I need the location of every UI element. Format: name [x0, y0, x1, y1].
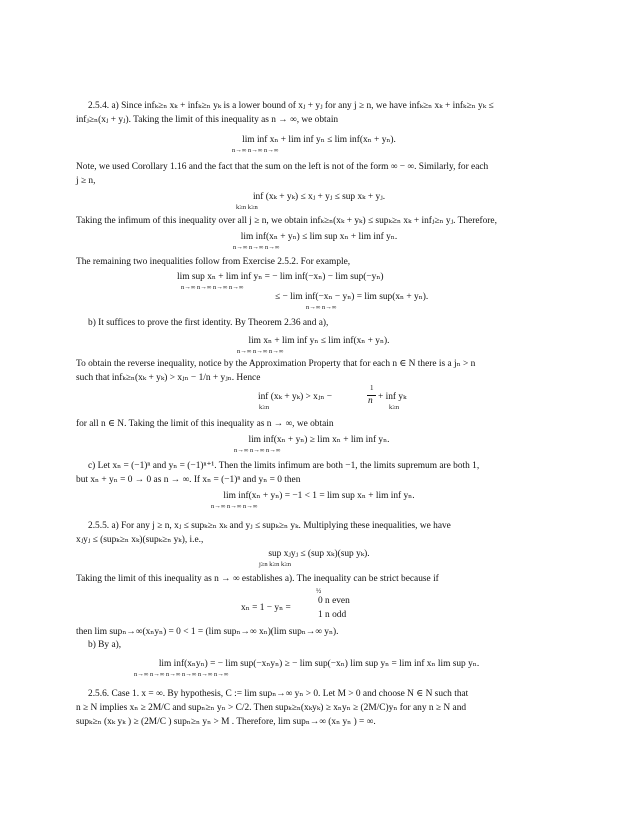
para-then-line1: then lim supₙ→∞(xₙyₙ) = 0 < 1 = (lim supₙ→∞ xₙ)(lim supₙ→∞ yₙ).	[76, 627, 339, 637]
display-eq-11-subscripts: n→∞ n→∞ n→∞ n→∞ n→∞ n→∞	[134, 671, 229, 678]
para-255-line1: 2.5.5. a) For any j ≥ n, xⱼ ≤ supₖ≥ₙ xₖ and yⱼ ≤ supₖ≥ₙ yₖ. Multiplying these inequalities, we have	[88, 521, 451, 531]
display-eq-6-denominator: n	[368, 396, 373, 406]
para-reverse-line2: such that infₖ≥ₙ(xₖ + yₖ) > xⱼₙ − 1/n + yⱼₙ. Hence	[76, 373, 261, 383]
para-note-line2: j ≥ n,	[76, 176, 96, 186]
para-note-line1: Note, we used Corollary 1.16 and the fact that the sum on the left is not of the form ∞ − ∞. Similarly, for each	[76, 162, 489, 172]
display-eq-4a-subscripts: n→∞ n→∞ n→∞ n→∞	[181, 284, 244, 291]
display-eq-6-subscript-left: k≥n	[259, 404, 270, 411]
display-eq-6-right: + inf yₖ	[378, 392, 407, 402]
display-eq-10-case-odd: 1 n odd	[318, 610, 347, 620]
display-eq-5: lim xₙ + lim inf yₙ ≤ lim inf(xₙ + yₙ).	[248, 336, 390, 346]
display-eq-7: lim inf(xₙ + yₙ) ≥ lim xₙ + lim inf yₙ.	[248, 435, 390, 445]
para-254-line1: 2.5.4. a) Since infₖ≥ₙ xₖ + infₖ≥ₙ yₖ is a lower bound of xⱼ + yⱼ for any j ≥ n, we have infₖ≥ₙ xₖ + infₖ≥ₙ yₖ ≤	[88, 101, 494, 111]
display-eq-6-numerator: 1	[370, 384, 374, 392]
display-eq-4b: ≤ − lim inf(−xₙ − yₙ) = lim sup(xₙ + yₙ).	[275, 292, 429, 302]
display-eq-2: inf (xₖ + yₖ) ≤ xⱼ + yⱼ ≤ sup xₖ + yⱼ.	[252, 192, 386, 202]
display-eq-3-subscripts: n→∞ n→∞ n→∞	[233, 244, 280, 251]
display-eq-9-subscripts: j≥n k≥n k≥n	[259, 561, 292, 568]
display-eq-9: sup xⱼyⱼ ≤ (sup xₖ)(sup yₖ).	[268, 549, 370, 559]
para-part-c-line1: c) Let xₙ = (−1)ⁿ and yₙ = (−1)ⁿ⁺¹. Then the limits infimum are both −1, the limits supremum are both 1,	[88, 461, 480, 471]
para-for-all: for all n ∈ N. Taking the limit of this inequality as n → ∞, we obtain	[76, 419, 334, 429]
para-remaining: The remaining two inequalities follow from Exercise 2.5.2. For example,	[76, 257, 351, 267]
display-eq-1: lim inf xₙ + lim inf yₙ ≤ lim inf(xₙ + yₙ).	[242, 135, 396, 145]
display-eq-6-subscript-right: k≥n	[389, 404, 400, 411]
display-eq-4b-subscripts: n→∞ n→∞	[306, 304, 337, 311]
display-eq-6-left: inf (xₖ + yₖ) > xⱼₙ −	[258, 392, 333, 402]
para-256-line1: 2.5.6. Case 1. x = ∞. By hypothesis, C := lim supₙ→∞ yₙ > 0. Let M > 0 and choose N ∈ N such that	[88, 689, 469, 699]
para-reverse-line1: To obtain the reverse inequality, notice by the Approximation Property that for each n ∈ N there is a jₙ > n	[76, 359, 476, 369]
para-then-line2: b) By a),	[88, 640, 122, 650]
display-eq-10-case-even: 0 n even	[318, 596, 350, 606]
display-eq-1-subscripts: n→∞ n→∞ n→∞	[232, 147, 279, 154]
display-eq-10-brace: ½	[316, 587, 322, 595]
para-255-line2: xⱼyⱼ ≤ (supₖ≥ₙ xₖ)(supₖ≥ₙ yₖ), i.e.,	[76, 535, 204, 545]
display-eq-8: lim inf(xₙ + yₙ) = −1 < 1 = lim sup xₙ + lim inf yₙ.	[223, 491, 415, 501]
display-eq-10-lhs: xₙ = 1 − yₙ =	[241, 603, 291, 613]
display-eq-4a: lim sup xₙ + lim inf yₙ = − lim inf(−xₙ) − lim sup(−yₙ)	[177, 272, 384, 282]
display-eq-2-subscripts: k≥n k≥n	[236, 204, 258, 211]
para-infimum: Taking the infimum of this inequality over all j ≥ n, we obtain infₖ≥ₙ(xₖ + yₖ) ≤ supₖ≥ₙ xₖ + infⱼ≥ₙ yⱼ. Therefore,	[76, 216, 497, 226]
display-eq-11: lim inf(xₙyₙ) = − lim sup(−xₙyₙ) ≥ − lim sup(−xₙ) lim sup yₙ = lim inf xₙ lim sup yₙ.	[158, 659, 480, 669]
para-254-line2: infⱼ≥ₙ(xⱼ + yⱼ). Taking the limit of this inequality as n → ∞, we obtain	[76, 115, 339, 125]
display-eq-8-subscripts: n→∞ n→∞ n→∞	[211, 503, 258, 510]
display-eq-5-subscripts: n→∞ n→∞ n→∞	[237, 348, 284, 355]
display-eq-7-subscripts: n→∞ n→∞ n→∞	[234, 447, 281, 454]
para-256-line3: supₖ≥ₙ (xₖ yₖ ) ≥ (2M/C ) supₙ≥ₙ yₙ > M . Therefore, lim supₙ→∞ (xₙ yₙ ) = ∞.	[76, 717, 376, 727]
para-part-b: b) It suffices to prove the first identity. By Theorem 2.36 and a),	[88, 318, 329, 328]
display-eq-3: lim inf(xₙ + yₙ) ≤ lim sup xₙ + lim inf yₙ.	[240, 232, 398, 242]
para-256-line2: n ≥ N implies xₙ ≥ 2M/C and supₙ≥ₙ yₙ > C/2. Then supₖ≥ₙ(xₖyₖ) ≥ xₙyₙ ≥ (2M/C)yₙ for any n ≥ N and	[76, 703, 467, 713]
para-part-c-line2: but xₙ + yₙ = 0 → 0 as n → ∞. If xₙ = (−1)ⁿ and yₙ = 0 then	[76, 475, 301, 485]
para-strict: Taking the limit of this inequality as n → ∞ establishes a). The inequality can be strict because if	[76, 574, 439, 584]
